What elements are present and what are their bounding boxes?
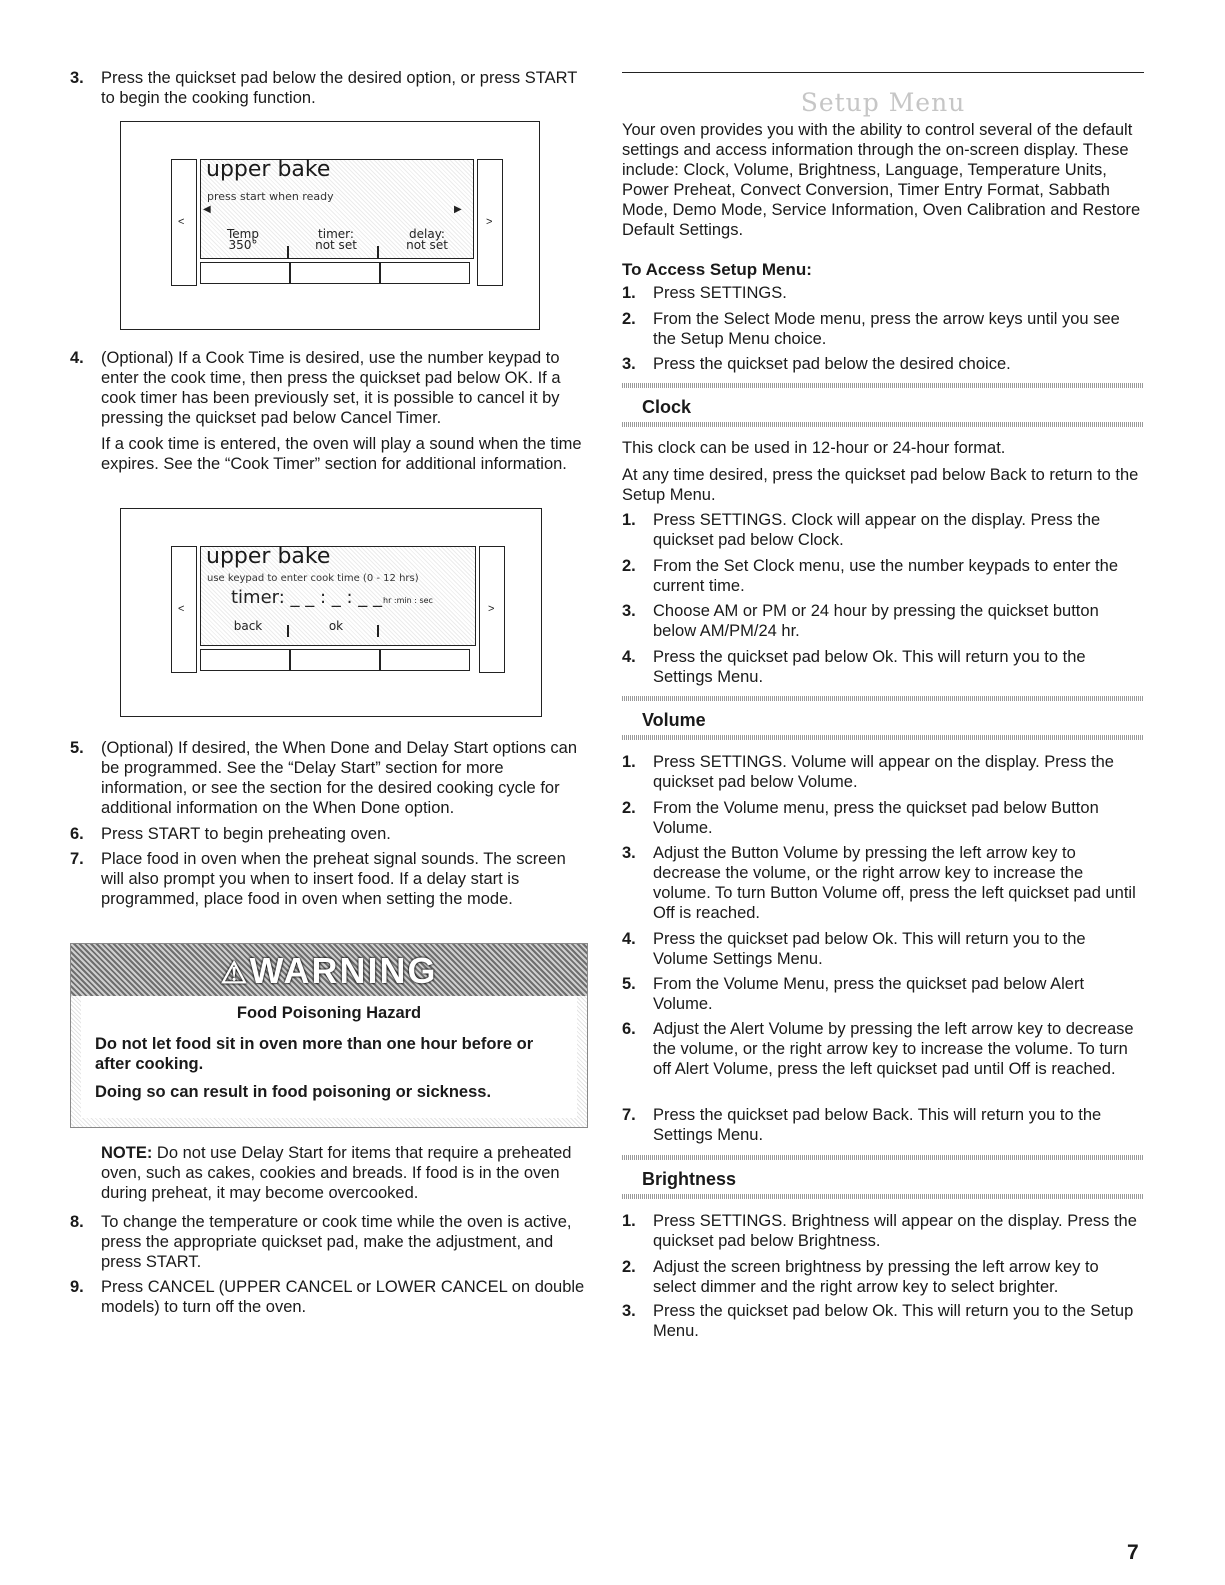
brightness-heading: Brightness [642,1169,737,1189]
step-3: 3. Press the quickset pad below the desired option, or press START to begin the cooking function. [70,69,578,107]
timer-entry: timer: _ _ : _ : _ _ [231,587,382,608]
step-4-note: If a cook time is entered, the oven will play a sound when the time expires. See the “Cook Timer” section for additional information. [101,435,582,473]
quickset-pads [200,649,470,671]
option-divider [287,246,289,258]
quickset-pad [380,649,470,671]
scroll-left-icon: ◀ [203,204,211,215]
volume-step-2: 2. From the Volume menu, press the quickset pad below Button Volume. [622,799,1099,837]
setup-intro: Your oven provides you with the ability to control several of the default settings and access information through the on-screen display. These include: Clock, Volume, Brightness, Language, Temperature Units, Power Preheat, Convect Conversion, Timer Entry Format, Sabbath Mode, Demo Mode, Service Information, Oven Calibration and Restore Default Settings. [622,121,1141,239]
volume-step-3: 3. Adjust the Button Volume by pressing the left arrow key to decrease the volume, or the right arrow key to increase the volume. To turn Button Volume off, press the left quickset pad until Off is reached. [622,844,1136,922]
warning-title: ⚠WARNING [220,950,438,991]
warning-box [70,943,588,1128]
display-figure-bake [120,121,540,330]
quickset-pad [200,262,290,284]
note [101,1143,587,1203]
volume-step-4: 4. Press the quickset pad below Ok. This will return you to the Volume Settings Menu. [622,930,1086,968]
volume-step-6: 6. Adjust the Alert Volume by pressing the left arrow key to decrease the volume, or the right arrow key to increase the volume. To turn off Alert Volume, press the left quickset pad until Off is reached. [622,1020,1134,1078]
brightness-step-2: 2. Adjust the screen brightness by pressing the left arrow key to select dimmer and the right arrow key to select brighter. [622,1258,1099,1296]
volume-step-1: 1. Press SETTINGS. Volume will appear on the display. Press the quickset pad below Volume. [622,753,1114,791]
page-number: 7 [1127,1541,1139,1564]
clock-heading: Clock [642,397,692,417]
display-screen [200,546,476,646]
quickset-pad [290,649,380,671]
volume-step-5: 5. From the Volume Menu, press the quickset pad below Alert Volume. [622,975,1085,1013]
access-step-1: 1. Press SETTINGS. [622,284,787,302]
display-title: upper bake [206,544,331,569]
right-arrow-icon: > [486,216,493,228]
quickset-pad [380,262,470,284]
quickset-pads [200,262,470,284]
step-7: 7. Place food in oven when the preheat signal sounds. The screen will also prompt you when to insert food. If a delay start is programmed, place food in oven when setting the mode. [70,850,566,908]
brightness-step-3: 3. Press the quickset pad below Ok. This will return you to the Setup Menu. [622,1302,1134,1340]
section-title: Setup Menu [800,88,966,117]
note-label: NOTE: [101,1144,153,1162]
warning-line-2: Doing so can result in food poisoning or sickness. [95,1083,492,1101]
note-text: Do not use Delay Start for items that require a preheated oven, such as cakes, cookies and breads. If food is in the oven during preheat, it may become overcooked. [101,1144,572,1202]
right-arrow-icon: > [488,603,495,615]
section-bar [622,383,1144,388]
option-ok: ok [328,619,344,633]
access-step-2: 2. From the Select Mode menu, press the arrow keys until you see the Setup Menu choice. [622,310,1120,348]
access-step-3: 3. Press the quickset pad below the desired choice. [622,355,1011,373]
display-subtitle: use keypad to enter cook time (0 - 12 hrs) [207,573,419,584]
display-figure-timer [120,508,542,717]
display-subtitle: press start when ready [207,190,334,203]
section-bar [622,1194,1144,1199]
volume-heading: Volume [642,710,706,730]
option-divider [377,246,379,258]
left-arrow-icon: < [178,603,185,615]
option-divider [377,625,379,637]
option-timer: timer: not set [315,227,357,252]
warning-line-1: Do not let food sit in oven more than one hour before or after cooking. [95,1035,534,1073]
clock-step-2: 2. From the Set Clock menu, use the number keypads to enter the current time. [622,557,1118,595]
display-screen [200,159,474,259]
step-8: 8. To change the temperature or cook time while the oven is active, press the appropriate quickset pad, make the adjustment, and press START. [70,1213,572,1271]
clock-step-1: 1. Press SETTINGS. Clock will appear on the display. Press the quickset pad below Clock. [622,511,1101,549]
option-divider [287,625,289,637]
step-9: 9. Press CANCEL (UPPER CANCEL or LOWER CANCEL on double models) to turn off the oven. [70,1278,585,1316]
step-5: 5. (Optional) If desired, the When Done and Delay Start options can be programmed. See the “Delay Start” section for more information, or see the section for the desired cooking cycle for additional information on the When Done option. [70,739,578,817]
warning-hazard: Food Poisoning Hazard [236,1004,422,1022]
step-6: 6. Press START to begin preheating oven. [70,825,391,843]
display-title: upper bake [206,157,331,182]
section-bar [622,1155,1144,1160]
timer-units: hr :min : sec [383,596,433,605]
clock-step-3: 3. Choose AM or PM or 24 hour by pressing the quickset button below AM/PM/24 hr. [622,602,1099,640]
top-rule [622,72,1144,73]
warning-body [81,996,577,1118]
brightness-step-1: 1. Press SETTINGS. Brightness will appear on the display. Press the quickset pad below Brightness. [622,1212,1137,1250]
section-bar [622,422,1144,427]
quickset-pad [290,262,380,284]
option-back: back [233,619,263,633]
volume-step-7: 7. Press the quickset pad below Back. This will return you to the Settings Menu. [622,1106,1102,1144]
clock-para-2: At any time desired, press the quickset pad below Back to return to the Setup Menu. [622,466,1139,504]
section-bar [622,696,1144,701]
warning-triangle-icon: ⚠ [220,957,250,990]
clock-step-4: 4. Press the quickset pad below Ok. This will return you to the Settings Menu. [622,648,1086,686]
section-bar [622,735,1144,740]
option-temp: Temp 350° [227,227,259,252]
access-heading: To Access Setup Menu: [622,260,812,279]
scroll-right-icon: ▶ [454,204,462,215]
warning-banner [71,944,587,996]
option-delay: delay: not set [406,227,448,252]
quickset-pad [200,649,290,671]
left-arrow-icon: < [178,216,185,228]
step-4: 4. (Optional) If a Cook Time is desired, use the number keypad to enter the cook time, then press the quickset pad below OK. If a cook timer has been previously set, it is possible to cancel it by pressing the quickset pad below Cancel Timer. [70,349,561,427]
clock-para-1: This clock can be used in 12-hour or 24-hour format. [622,439,1006,457]
